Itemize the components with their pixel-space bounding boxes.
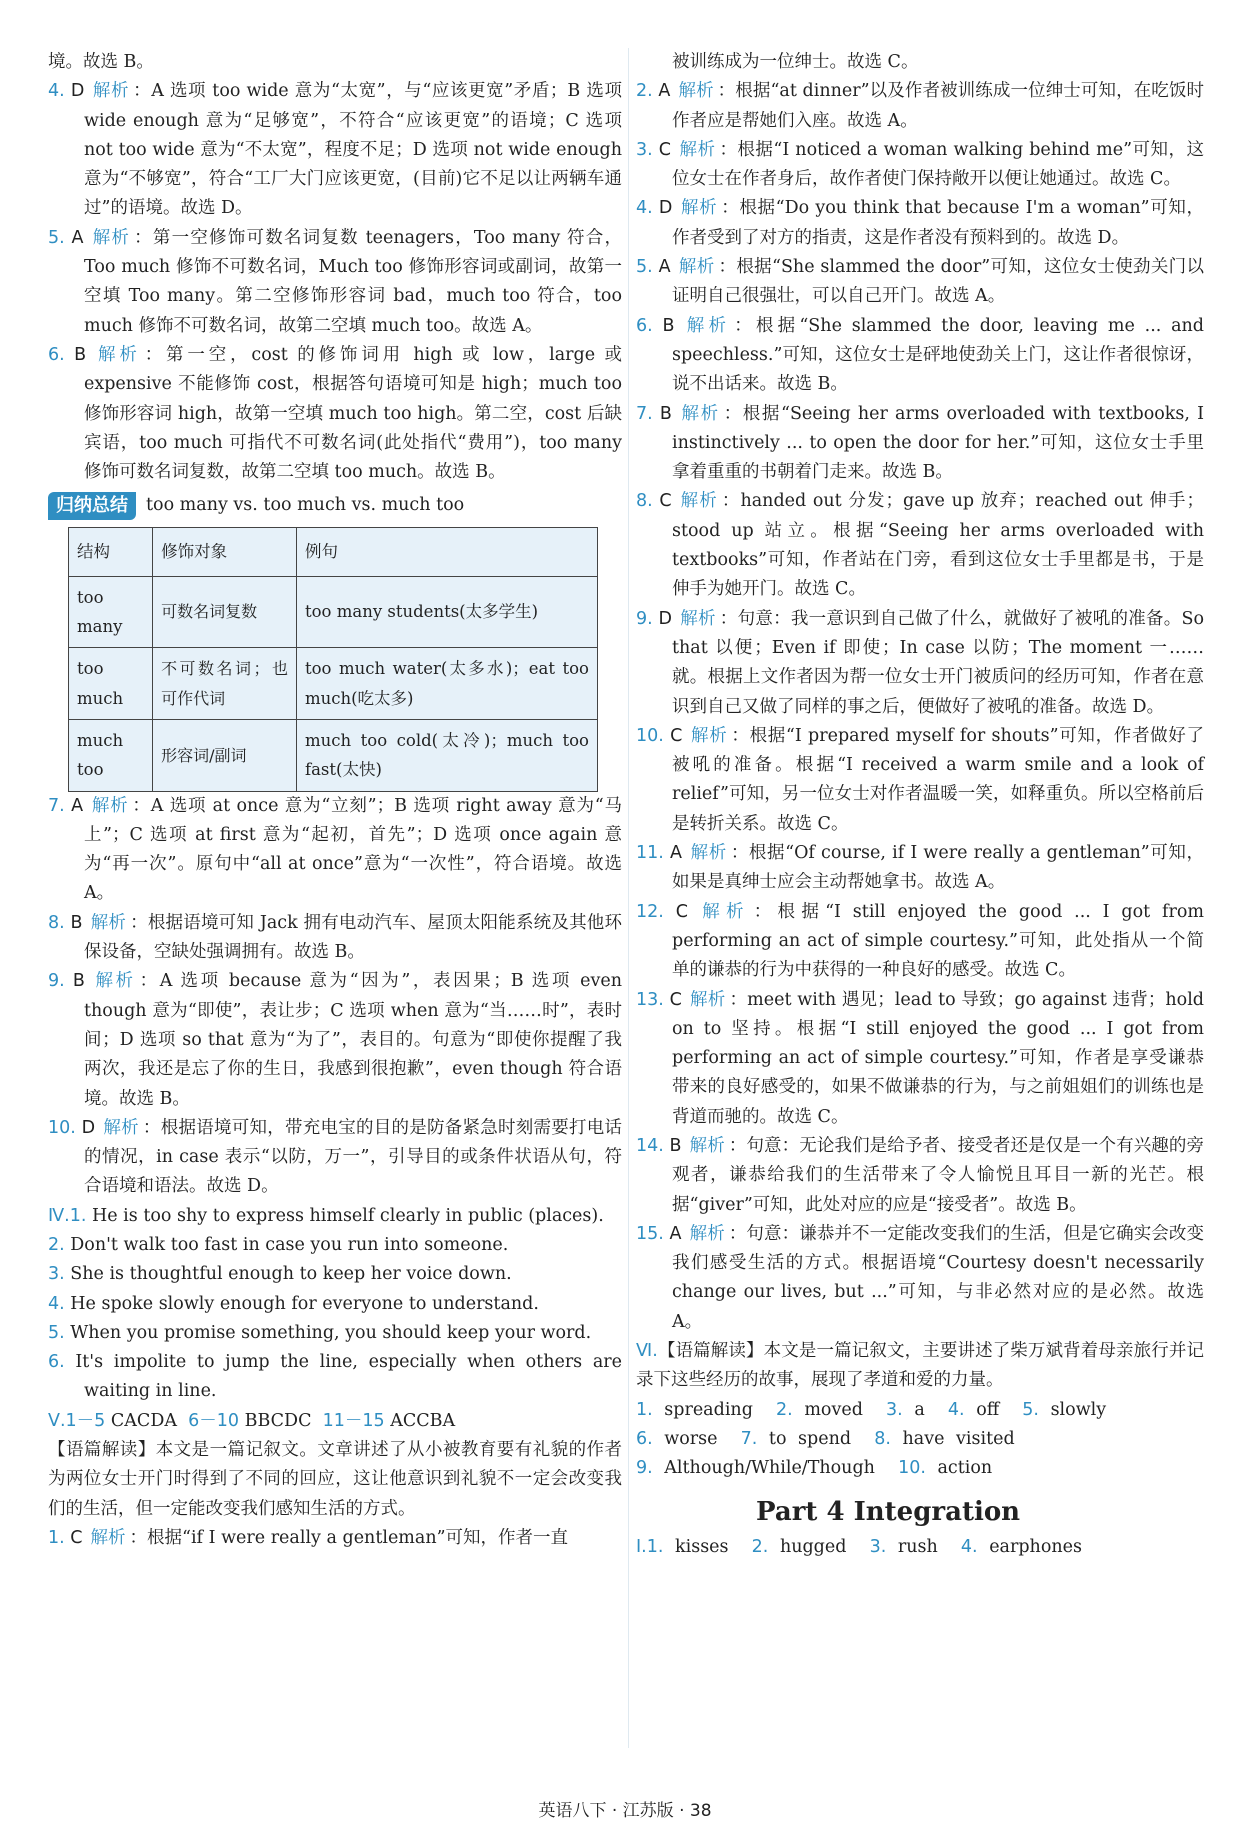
summary-title: too many vs. too much vs. much too: [146, 495, 465, 516]
table-cell: much too: [69, 719, 153, 791]
table-header: 例句: [296, 527, 597, 576]
table-row: [69, 648, 598, 720]
table-header: 修饰对象: [153, 527, 297, 576]
footer-edition: 江苏版: [622, 1801, 674, 1821]
answer-cloze-14: 14. B 解析 ：句意：无论我们是给予者、接受者还是仅是一个有兴趣的旁观者，谦恭给我们的生活带来了令人愉悦且耳目一新的光芒。根据“giver”可知，此处对应的应是“接受者”。故选 B。: [636, 1135, 1205, 1215]
part4-section-i-answers: Ⅰ.1. kisses 2. hugged 3. rush 4. earphones: [636, 1536, 1082, 1557]
cloze-answer-list: [636, 77, 1204, 1337]
answer-cloze-1: 1. C 解析 ：根据“if I were really a gentleman”可知，作者一直: [48, 1527, 569, 1548]
section-iv-5: 5. When you promise something, you should keep your word.: [48, 1322, 592, 1343]
answer-q6: 6. B 解析 ：第一空，cost 的修饰词用 high 或 low，large 或 expensive 不能修饰 cost，根据答句语境可知是 high；much too 修饰形容词 high，故第一空填 much too high。第二空，cost 后缺宾语，too much 可指代不可数名词(此处指代“费用”)，too many 修饰可数名词复数，故第二空填 too much。故选 B。: [48, 344, 623, 483]
column-divider: [628, 48, 629, 1748]
section-v-answers: Ⅴ.1－5 CACDA 6－10 BBCDC 11－15 ACCBA: [48, 1410, 456, 1431]
right-column: [636, 48, 1204, 1562]
part-heading: Part 4 Integration: [756, 1496, 1021, 1527]
answer-cloze-12: 12. C 解析 ：根据“I still enjoyed the good ... I got from performing an act of simple courtesy.”可知，此处指从一个简单的谦恭的行为中获得的一种良好的感受。故选 C。: [636, 901, 1204, 981]
answer-cloze-2: 2. A 解析 ：根据“at dinner”以及作者被训练成一位绅士可知，在吃饭时作者应是帮她们入座。故选 A。: [636, 81, 1205, 131]
answer-cloze-6: 6. B 解析 ：根据“She slammed the door, leaving me ... and speechless.”可知，这位女士是砰地使劲关上门，这让作者很惊讶，说不出话来。故选 B。: [636, 315, 1205, 395]
answer-cloze-4: 4. D 解析 ：根据“Do you think that because I'm a woman”可知，作者受到了对方的指责，这是作者没有预料到的。故选 D。: [636, 198, 1204, 248]
section-iv-4: 4. He spoke slowly enough for everyone to understand.: [48, 1293, 539, 1314]
table-cell: 形容词/副词: [153, 719, 297, 791]
answer-cloze-7: 7. B 解析 ：根据“Seeing her arms overloaded with textbooks, I instinctively ... to open the door for her.”可知，这位女士手里拿着重重的书朝着门走来。故选 B。: [636, 403, 1205, 483]
table-row: [69, 576, 598, 648]
answer-cloze-11: 11. A 解析 ：根据“Of course, if I were really a gentleman”可知，如果是真绅士应会主动帮她拿书。故选 A。: [636, 843, 1205, 893]
section-vi-intro: Ⅵ.【语篇解读】本文是一篇记叙文，主要讲述了柴万斌背着母亲旅行并记录下这些经历的故事，展现了孝道和爱的力量。: [636, 1341, 1204, 1391]
answer-q8: 8. B 解析 ：根据语境可知 Jack 拥有电动汽车、屋顶太阳能系统及其他环保设备，空缺处强调拥有。故选 B。: [48, 912, 623, 963]
left-column: [48, 48, 622, 1553]
answer-cloze-15: 15. A 解析 ：句意：谦恭并不一定能改变我们的生活，但是它确实会改变我们感受生活的方式。根据语境“Courtesy doesn't necessarily change our lives, but ...”可知，与非必然对应的是必然。故选 A。: [636, 1223, 1204, 1332]
section-iv-3: 3. She is thoughtful enough to keep her voice down.: [48, 1264, 512, 1285]
passage-analysis: 【语篇解读】本文是一篇记叙文。文章讲述了从小被教育要有礼貌的作者为两位女士开门时得到了不同的回应，这让他意识到礼貌不一定会改变我们的生活，但一定能改变我们感知生活的方式。: [48, 1440, 622, 1519]
answer-cloze-5: 5. A 解析 ：根据“She slammed the door”可知，这位女士使劲关门以证明自己很强壮，可以自己开门。故选 A。: [636, 257, 1204, 307]
right-continuation: 被训练成为一位绅士。故选 C。: [672, 52, 919, 72]
section-vi-answers-1: 1. spreading 2. moved 3. a 4. off 5. slowly: [636, 1399, 1107, 1420]
table-header-row: [69, 527, 598, 576]
table-cell: much too cold(太冷)；much too fast(太快): [296, 719, 597, 791]
table-cell: 不可数名词；也可作代词: [153, 648, 297, 720]
answer-cloze-3: 3. C 解析 ：根据“I noticed a woman walking behind me”可知，这位女士在作者身后，故作者使门保持敞开以便让她通过。故选 C。: [636, 139, 1204, 190]
table-row: [69, 719, 598, 791]
section-vi-answers-2: 6. worse 7. to spend 8. have visited: [636, 1428, 1015, 1449]
answer-cloze-10: 10. C 解析 ：根据“I prepared myself for shouts”可知，作者做好了被吼的准备。根据“I received a warm smile and a look of relief”可知，另一位女士对作者温暖一笑，如释重负。所以空格前后是转折关系。故选 C。: [636, 725, 1204, 834]
answer-cloze-13: 13. C 解析 ：meet with 遇见；lead to 导致；go against 违背；hold on to 坚持。根据“I still enjoyed the good ... I got from performing an act of simple courtesy.”可知，作者是享受谦恭带来的良好感受的，如果不做谦恭的行为，与之前姐姐们的训练也是背道而驰的。故选 C。: [636, 989, 1205, 1127]
table-cell: 可数名词复数: [153, 576, 297, 648]
page-number: 38: [689, 1801, 712, 1821]
answer-q9: 9. B 解析 ：A 选项 because 意为“因为”，表因果；B 选项 even though 意为“即使”，表让步；C 选项 when 意为“当……时”，表时间；D 选项 so that 意为“为了”，表目的。句意为“即使你提醒了我两次，我还是忘了你的生日，我感到很抱歉”，even though 符合语境。故选 B。: [48, 971, 622, 1109]
answer-q5: 5. A 解析 ：第一空修饰可数名词复数 teenagers，Too many 符合，Too much 修饰不可数名词，Much too 修饰形容词或副词，故第一空填 Too many。第二空修饰形容词 bad，much too 符合，too much 修饰不可数名词，故第二空填 much too。故选 A。: [48, 227, 623, 336]
left-continuation: 境。故选 B。: [48, 52, 154, 72]
answer-cloze-8: 8. C 解析 ：handed out 分发；gave up 放弃；reached out 伸手；stood up 站立。根据“Seeing her arms overloaded with textbooks”可知，作者站在门旁，看到这位女士手里都是书，于是伸手为她开门。故选 C。: [636, 491, 1204, 600]
table-cell: too many: [69, 576, 153, 648]
table-cell: too much: [69, 648, 153, 720]
page-footer: 英语八下 · 江苏版 · 38: [538, 1801, 712, 1821]
answer-q4: 4. D 解析 ：A 选项 too wide 意为“太宽”，与“应该更宽”矛盾；B 选项 wide enough 意为“足够宽”，不符合“应该更宽”的语境；C 选项 not too wide 意为“不太宽”，程度不足；D 选项 not wide enough 意为“不够宽”，符合“工厂大门应该更宽，(目前)它不足以让两辆车通过”的语境。故选 D。: [48, 81, 623, 219]
section-iv-1: Ⅳ.1. He is too shy to express himself clearly in public (places).: [48, 1205, 604, 1226]
summary-table: [68, 527, 598, 792]
answer-cloze-9: 9. D 解析 ：句意：我一意识到自己做了什么，就做好了被吼的准备。So that 以便；Even if 即使；In case 以防；The moment 一……就。根据上文作者因为帮一位女士开门被质问的经历可知，作者在意识到自己又做了同样的事之后，便做好了被吼的准备。故选 D。: [636, 608, 1205, 717]
table-cell: too much water(太多水)；eat too much(吃太多): [296, 648, 597, 720]
section-vi-answers-3: 9. Although/While/Though 10. action: [636, 1458, 993, 1479]
summary-badge: 归纳总结: [48, 492, 136, 520]
table-header: 结构: [69, 527, 153, 576]
section-iv-2: 2. Don't walk too fast in case you run into someone.: [48, 1234, 509, 1255]
section-iv-6: 6. It's impolite to jump the line, especially when others are waiting in line.: [48, 1352, 622, 1402]
answer-q7: 7. A 解析 ：A 选项 at once 意为“立刻”；B 选项 right away 意为“马上”；C 选项 at first 意为“起初，首先”；D 选项 once again 意为“再一次”。原句中“all at once”意为“一次性”，符合语境。故选 A。: [48, 795, 622, 904]
table-cell: too many students(太多学生): [296, 576, 597, 648]
answer-q10: 10. D 解析 ：根据语境可知，带充电宝的目的是防备紧急时刻需要打电话的情况，in case 表示“以防，万一”，引导目的或条件状语从句，符合语境和语法。故选 D。: [48, 1117, 623, 1197]
footer-subject: 英语八下: [538, 1801, 607, 1821]
summary-header: [48, 491, 622, 520]
